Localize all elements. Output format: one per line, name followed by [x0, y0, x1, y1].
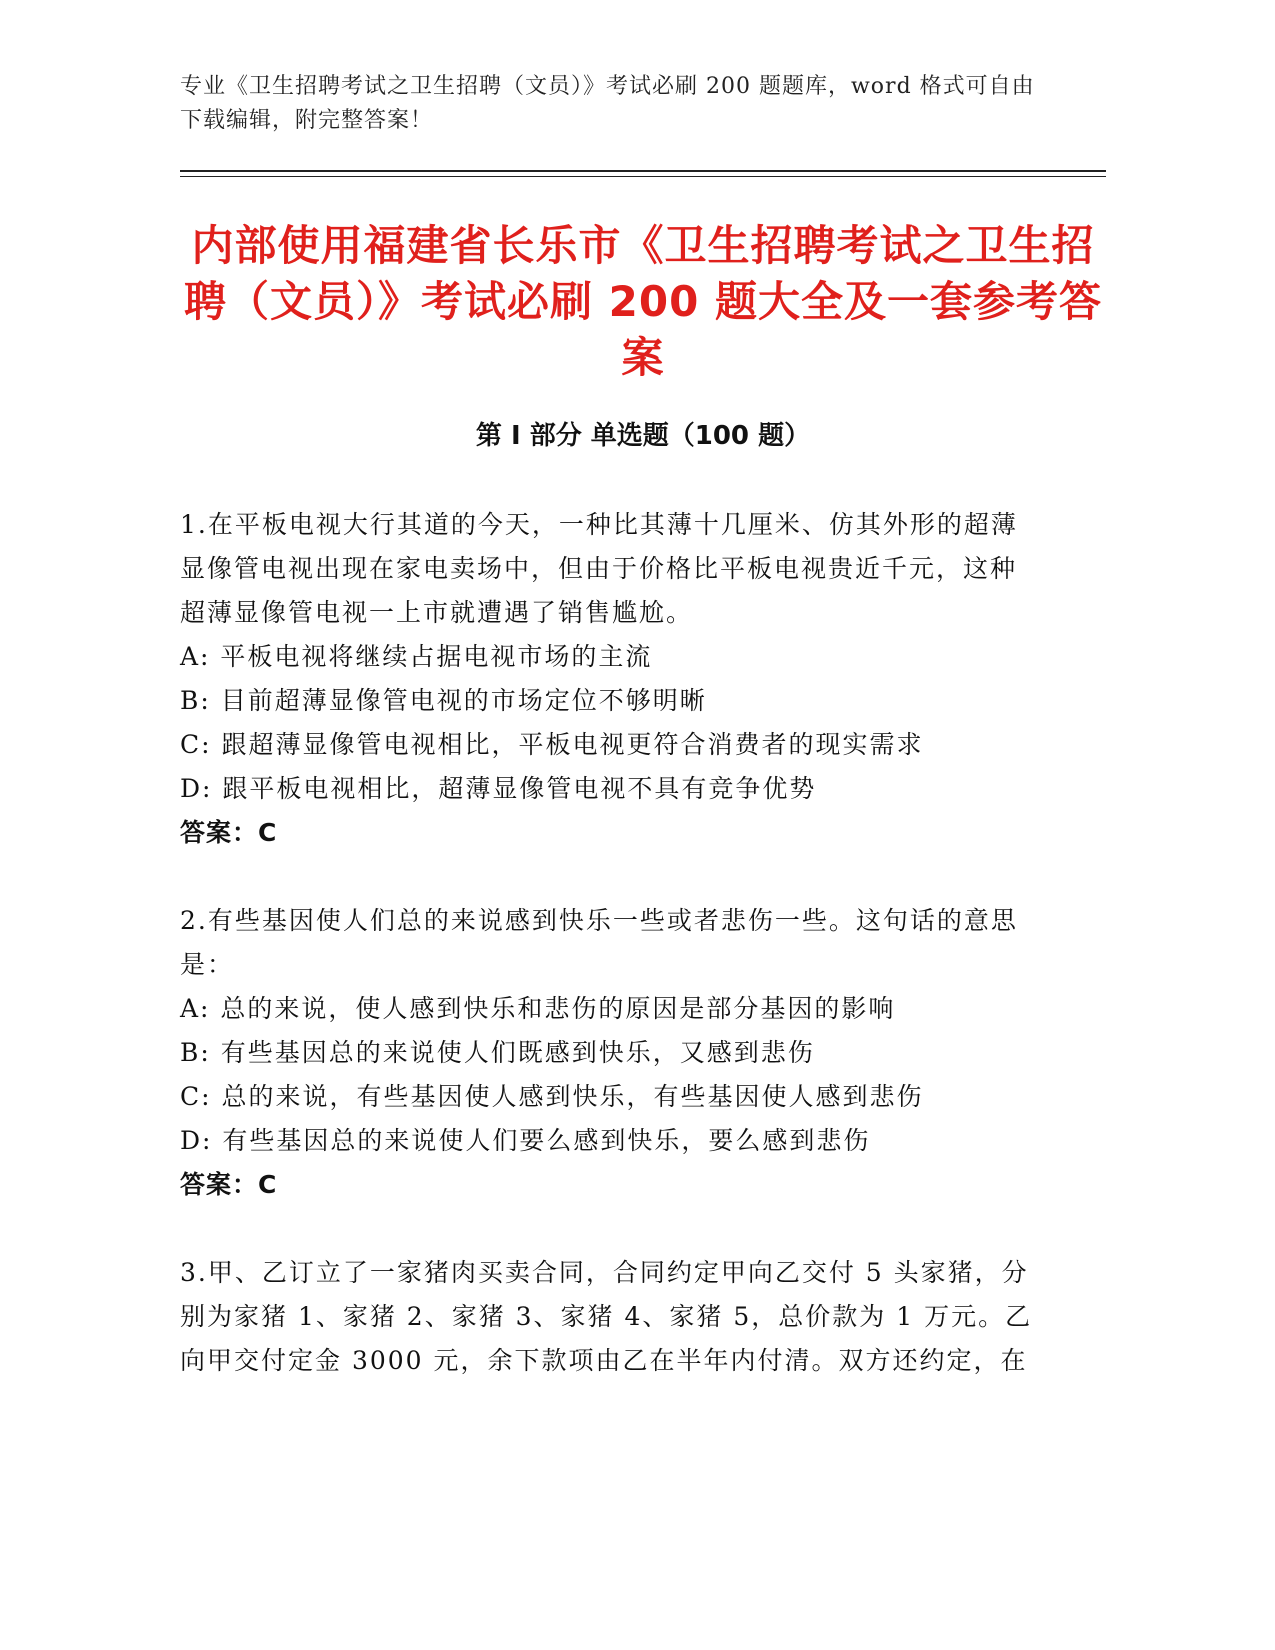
question-1 [180, 503, 1040, 855]
option-b: B: 有些基因总的来说使人们既感到快乐，又感到悲伤 [180, 1038, 815, 1067]
question-list [180, 503, 1040, 1427]
option-d: D: 有些基因总的来说使人们要么感到快乐，要么感到悲伤 [180, 1126, 871, 1155]
answer: 答案：C [180, 1170, 278, 1199]
option-c: C: 跟超薄显像管电视相比，平板电视更符合消费者的现实需求 [180, 730, 924, 759]
option-a: A: 总的来说，使人感到快乐和悲伤的原因是部分基因的影响 [180, 994, 896, 1023]
option-c: C: 总的来说，有些基因使人感到快乐，有些基因使人感到悲伤 [180, 1082, 924, 1111]
question-stem: 1.在平板电视大行其道的今天，一种比其薄十几厘米、仿其外形的超薄显像管电视出现在家电卖场中，但由于价格比平板电视贵近千元，这种超薄显像管电视一上市就遭遇了销售尴尬。 [180, 510, 1018, 627]
header-note: 专业《卫生招聘考试之卫生招聘（文员）》考试必刷 200 题题库，word 格式可自由下载编辑，附完整答案！ [180, 74, 1035, 133]
question-stem: 3.甲、乙订立了一家猪肉买卖合同，合同约定甲向乙交付 5 头家猪，分别为家猪 1、家猪 2、家猪 3、家猪 4、家猪 5，总价款为 1 万元。乙向甲交付定金 3000 元，余下款项由乙在半年内付清。双方还约定，在 [180, 1258, 1033, 1375]
document-title: 内部使用福建省长乐市《卫生招聘考试之卫生招聘（文员）》考试必刷 200 题大全及一套参考答案 [184, 221, 1102, 382]
section-title: 第 I 部分 单选题（100 题） [475, 421, 811, 451]
option-d: D: 跟平板电视相比，超薄显像管电视不具有竞争优势 [180, 774, 817, 803]
answer: 答案：C [180, 818, 278, 847]
option-a: A: 平板电视将继续占据电视市场的主流 [180, 642, 653, 671]
question-stem: 2.有些基因使人们总的来说感到快乐一些或者悲伤一些。这句话的意思是： [180, 906, 1018, 979]
header-divider-thick [180, 170, 1106, 172]
question-3 [180, 1251, 1040, 1383]
question-2 [180, 899, 1040, 1207]
option-b: B: 目前超薄显像管电视的市场定位不够明晰 [180, 686, 707, 715]
header-divider-thin [180, 176, 1106, 177]
